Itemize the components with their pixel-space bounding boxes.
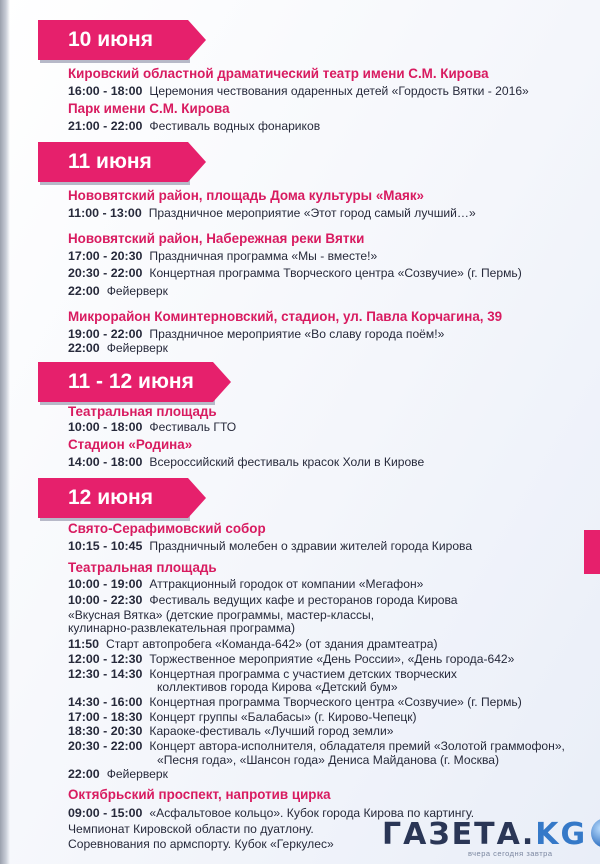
date-header-10-june: 10 июня (38, 20, 188, 60)
event-desc: Соревнования по армспорту. Кубок «Геркулес» (68, 837, 334, 851)
event-time: 12:30 - 14:30 (68, 667, 143, 681)
event-line (68, 284, 168, 298)
venue-title: Театральная площадь (68, 404, 217, 419)
event-line (68, 249, 377, 263)
event-time: 11:00 - 13:00 (68, 206, 142, 220)
logo-slogan: вчера сегодня завтра (468, 849, 553, 858)
event-time: 10:00 - 22:30 (68, 593, 143, 607)
gazeta-kg-logo[interactable] (382, 812, 600, 852)
event-time: 21:00 - 22:00 (68, 119, 143, 133)
event-time: 10:00 - 18:00 (68, 420, 143, 434)
event-time: 18:30 - 20:30 (68, 724, 143, 738)
event-line (68, 577, 423, 591)
event-desc: Концертная программа Творческого центра «Созвучие» (г. Пермь) (149, 695, 522, 709)
event-line (68, 206, 476, 220)
event-line (68, 608, 374, 622)
event-line (68, 637, 438, 651)
event-line (68, 695, 522, 709)
event-desc: Концерт автора-исполнителя, обладателя премий «Золотой граммофон», (149, 739, 565, 753)
event-line (68, 341, 168, 355)
event-desc: Аттракционный городок от компании «Мегафон» (149, 577, 424, 591)
event-time: 22:00 (68, 284, 100, 298)
event-line (68, 837, 334, 851)
event-desc: Концерт группы «Балабасы» (г. Кирово-Чепецк) (149, 710, 417, 724)
event-line (68, 420, 236, 434)
event-desc: Праздничное мероприятие «Во славу города поём!» (149, 327, 445, 341)
event-line (68, 266, 522, 280)
event-desc: Всероссийский фестиваль красок Холи в Кирове (149, 455, 425, 469)
event-line (157, 680, 398, 694)
event-desc: Фестиваль водных фонариков (149, 119, 321, 133)
logo-tld-text: KG (535, 817, 588, 852)
event-line (68, 621, 295, 635)
event-desc: Фестиваль ГТО (149, 420, 237, 434)
event-time: 17:00 - 18:30 (68, 710, 143, 724)
venue-title: Свято-Серафимовский собор (68, 521, 266, 536)
event-line (68, 327, 444, 341)
venue-title: Нововятский район, Набережная реки Вятки (68, 231, 365, 246)
venue-title: Парк имени С.М. Кирова (68, 101, 230, 116)
date-header-11-12-june: 11 - 12 июня (38, 362, 213, 402)
event-line (68, 539, 472, 553)
event-desc: кулинарно-развлекательная программа) (68, 621, 296, 635)
event-desc: Старт автопробега «Команда-642» (от здания драмтеатра) (106, 637, 438, 651)
event-line (157, 753, 499, 767)
event-desc: «Вкусная Вятка» (детские программы, мастер-классы, (68, 608, 375, 622)
right-edge-accent (584, 530, 600, 574)
event-desc: Праздничное мероприятие «Этот город самый лучший…» (148, 206, 476, 220)
event-line (68, 119, 320, 133)
venue-title: Стадион «Родина» (68, 437, 193, 452)
date-header-12-june: 12 июня (38, 478, 188, 518)
event-line (68, 593, 458, 607)
venue-title: Театральная площадь (68, 560, 217, 575)
event-time: 20:30 - 22:00 (68, 266, 143, 280)
event-line (68, 84, 529, 98)
event-desc: коллективов города Кирова «Детский бум» (157, 680, 398, 694)
event-desc: Концертная программа с участием детских творческих (149, 667, 457, 681)
date-header-11-june: 11 июня (38, 142, 188, 182)
event-line (68, 822, 314, 836)
event-time: 19:00 - 22:00 (68, 327, 143, 341)
event-line (68, 739, 565, 753)
venue-title: Кировский областной драматический театр имени С.М. Кирова (68, 66, 489, 81)
event-time: 12:00 - 12:30 (68, 652, 143, 666)
event-desc: Фейерверк (106, 767, 168, 781)
event-desc: Торжественное мероприятие «День России», «День города-642» (149, 652, 515, 666)
event-desc: Фестиваль ведущих кафе и ресторанов города Кирова (149, 593, 458, 607)
left-edge-shadow (0, 0, 10, 864)
event-time: 14:30 - 16:00 (68, 695, 143, 709)
event-desc: Праздничная программа «Мы - вместе!» (149, 249, 378, 263)
event-time: 20:30 - 22:00 (68, 739, 143, 753)
event-line (68, 455, 424, 469)
venue-title: Нововятский район, площадь Дома культуры «Маяк» (68, 188, 425, 203)
event-desc: Караоке-фестиваль «Лучший город земли» (149, 724, 394, 738)
event-line (68, 710, 417, 724)
venue-title: Микрорайон Коминтерновский, стадион, ул. Павла Корчагина, 39 (68, 309, 503, 324)
event-desc: «Песня года», «Шансон года» Дениса Майданова (г. Москва) (157, 753, 499, 767)
event-desc: Фейерверк (106, 341, 168, 355)
event-line (68, 667, 457, 681)
logo-brand-text: ГАЗЕТА. (382, 817, 536, 852)
event-desc: «Асфальтовое кольцо». Кубок города Кирова по картингу. (149, 806, 475, 820)
event-time: 09:00 - 15:00 (68, 806, 143, 820)
event-desc: Концертная программа Творческого центра «Созвучие» (г. Пермь) (149, 266, 522, 280)
event-time: 10:00 - 19:00 (68, 577, 143, 591)
event-time: 14:00 - 18:00 (68, 455, 143, 469)
event-time: 22:00 (68, 341, 100, 355)
event-desc: Церемония чествования одаренных детей «Гордость Вятки - 2016» (149, 84, 529, 98)
event-desc: Чемпионат Кировской области по дуатлону. (68, 822, 314, 836)
event-time: 22:00 (68, 767, 100, 781)
event-time: 16:00 - 18:00 (68, 84, 143, 98)
event-line (68, 724, 393, 738)
event-time: 10:15 - 10:45 (68, 539, 143, 553)
event-line (68, 652, 514, 666)
venue-title: Октябрьский проспект, напротив цирка (68, 787, 331, 802)
event-desc: Фейерверк (106, 284, 168, 298)
event-time: 11:50 (68, 637, 100, 651)
globe-icon (591, 818, 600, 848)
event-line (68, 767, 168, 781)
event-desc: Праздничный молебен о здравии жителей города Кирова (149, 539, 473, 553)
event-time: 17:00 - 20:30 (68, 249, 143, 263)
